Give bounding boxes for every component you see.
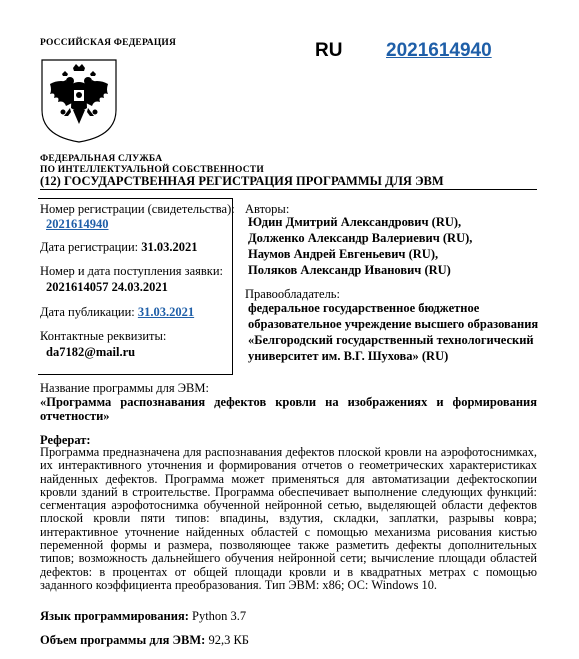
application-value: 2021614057 24.03.2021 <box>46 280 168 294</box>
authors-label: Авторы: <box>245 202 290 216</box>
publication-date-link[interactable]: 31.03.2021 <box>137 305 195 319</box>
author-item: Юдин Дмитрий Александрович (RU), <box>248 215 462 229</box>
left-box-right <box>232 198 233 374</box>
document-number-link[interactable]: 2021614940 <box>386 40 492 61</box>
holder-text: федеральное государственное бюджетное образовательное учреждение высшего образования «Белгородский государственный технологический университет им. В.Г. Шухова» (RU) <box>248 301 539 363</box>
document-kind: (12) ГОСУДАРСТВЕННАЯ РЕГИСТРАЦИЯ ПРОГРАММЫ ДЛЯ ЭВМ <box>40 174 444 188</box>
service-name: ФЕДЕРАЛЬНАЯ СЛУЖБА ПО ИНТЕЛЛЕКТУАЛЬНОЙ СОБСТВЕННОСТИ <box>40 154 264 175</box>
registration-number-link[interactable]: 2021614940 <box>46 217 109 231</box>
program-size-value: 92,3 КБ <box>208 633 249 647</box>
holder-label: Правообладатель: <box>245 287 340 301</box>
country-name: РОССИЙСКАЯ ФЕДЕРАЦИЯ <box>40 38 177 48</box>
country-code: RU <box>315 40 343 61</box>
abstract-text: Программа предназначена для распознавания дефектов плоской кровли на аэрофотоснимках, их интерактивного уточнения и формирования отчетов о геометрических характеристиках найденных дефектов. Программа может применяться для автоматизации дефектоскопии кровли зданий в строительстве. Программа обеспечивает выполнение следующих функций: сегментация аэрофотоснимка обученной нейронной сетью, выделяющей области дефектов плоской кровли пяти типов: впадины, вздутия, складки, заплатки, разрывы ковра; интерактивное уточнение найденных областей с помощью механизма рисования кистью переменной формы и размера, позволяющее также разметить дефекты дополнительных типов; возможность дальнейшего обучения нейронной сети; вычисление площади областей дефектов: в процентах от общей площади кровли и в квадратных метрах с помощью заданного коэффициента преобразования. Тип ЭВМ: х86; ОС: Windows 10. <box>40 445 537 592</box>
program-name: «Программа распознавания дефектов кровли на изображениях и формирования отчетности» <box>40 395 537 423</box>
authors-list <box>248 214 472 278</box>
abstract-label: Реферат: <box>40 433 91 447</box>
programming-language-value: Python 3.7 <box>192 609 247 623</box>
registration-date: Дата регистрации: 31.03.2021 <box>40 240 198 254</box>
programming-language: Язык программирования: Python 3.7 <box>40 609 247 623</box>
contact-label: Контактные реквизиты: <box>40 329 167 343</box>
author-item: Наумов Андрей Евгеньевич (RU), <box>248 247 439 261</box>
registration-number-label: Номер регистрации (свидетельства): <box>40 202 235 216</box>
left-box-bottom <box>38 374 233 375</box>
program-size: Объем программы для ЭВМ: 92,3 КБ <box>40 633 249 647</box>
author-item: Поляков Александр Иванович (RU) <box>248 263 451 277</box>
contact-value: da7182@mail.ru <box>46 345 136 359</box>
publication-date: Дата публикации: 31.03.2021 <box>40 305 195 319</box>
program-name-label: Название программы для ЭВМ: <box>40 381 209 395</box>
header-divider <box>40 189 537 190</box>
left-box-top <box>38 198 233 199</box>
registration-date-value: 31.03.2021 <box>141 240 198 254</box>
coat-of-arms-emblem <box>40 58 118 144</box>
author-item: Долженко Александр Валериевич (RU), <box>248 231 473 245</box>
application-label: Номер и дата поступления заявки: <box>40 264 224 278</box>
